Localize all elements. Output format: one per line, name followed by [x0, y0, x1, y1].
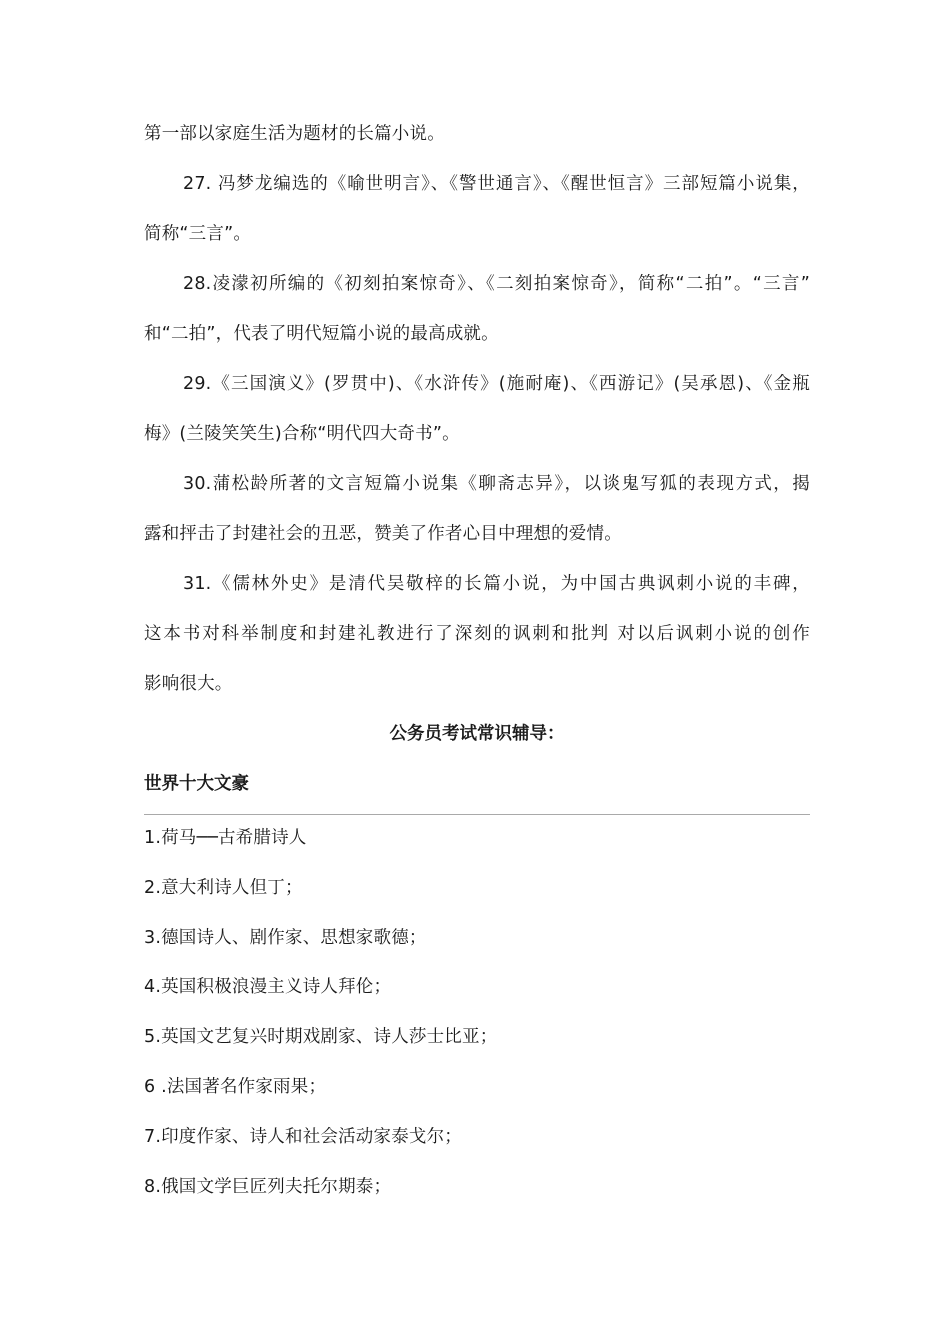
list-item: 8.俄国文学巨匠列夫托尔期泰；	[144, 1177, 392, 1197]
list-item: 3.德国诗人、剧作家、思想家歌德；	[144, 928, 427, 948]
paragraph-30-line-1: 30.蒲松龄所著的文言短篇小说集《聊斋志异》，以谈鬼写狐的表现方式，揭	[183, 474, 810, 494]
list-item: 5.英国文艺复兴时期戏剧家、诗人莎士比亚；	[144, 1027, 498, 1047]
paragraph-31-line-3: 影响很大。	[144, 674, 233, 694]
paragraph-31-line-1: 31.《儒林外史》是清代吴敬梓的长篇小说，为中国古典讽刺小说的丰碑，	[183, 574, 810, 594]
list-item: 1.荷马──古希腊诗人	[144, 828, 307, 848]
paragraph-29-line-1: 29.《三国演义》(罗贯中)、《水浒传》(施耐庵)、《西游记》(吴承恩)、《金瓶	[183, 374, 810, 394]
list-item: 4.英国积极浪漫主义诗人拜伦；	[144, 977, 392, 997]
paragraph-29-line-2: 梅》(兰陵笑笑生)合称“明代四大奇书”。	[144, 424, 460, 444]
paragraph-27-line-1: 27. 冯梦龙编选的《喻世明言》、《警世通言》、《醒世恒言》三部短篇小说集，	[183, 174, 810, 194]
list-item: 7.印度作家、诗人和社会活动家泰戈尔；	[144, 1127, 462, 1147]
paragraph-27-line-2: 简称“三言”。	[144, 224, 252, 244]
paragraph-28-line-2: 和“二拍”，代表了明代短篇小说的最高成就。	[144, 324, 499, 344]
paragraph-31-line-2: 这本书对科举制度和封建礼教进行了深刻的讽刺和批判 对以后讽刺小说的创作	[144, 624, 810, 644]
paragraph-28-line-1: 28.凌濛初所编的《初刻拍案惊奇》、《二刻拍案惊奇》，简称“二拍”。“三言”	[183, 274, 810, 294]
paragraph-26-line-2: 第一部以家庭生活为题材的长篇小说。	[144, 124, 445, 144]
list-item: 6 .法国著名作家雨果；	[144, 1077, 327, 1097]
list-item: 2.意大利诗人但丁；	[144, 878, 303, 898]
section-divider	[144, 814, 810, 815]
section-heading: 世界十大文豪	[144, 774, 249, 794]
paragraph-30-line-2: 露和抨击了封建社会的丑恶，赞美了作者心目中理想的爱情。	[144, 524, 622, 544]
page-title: 公务员考试常识辅导：	[389, 724, 565, 744]
